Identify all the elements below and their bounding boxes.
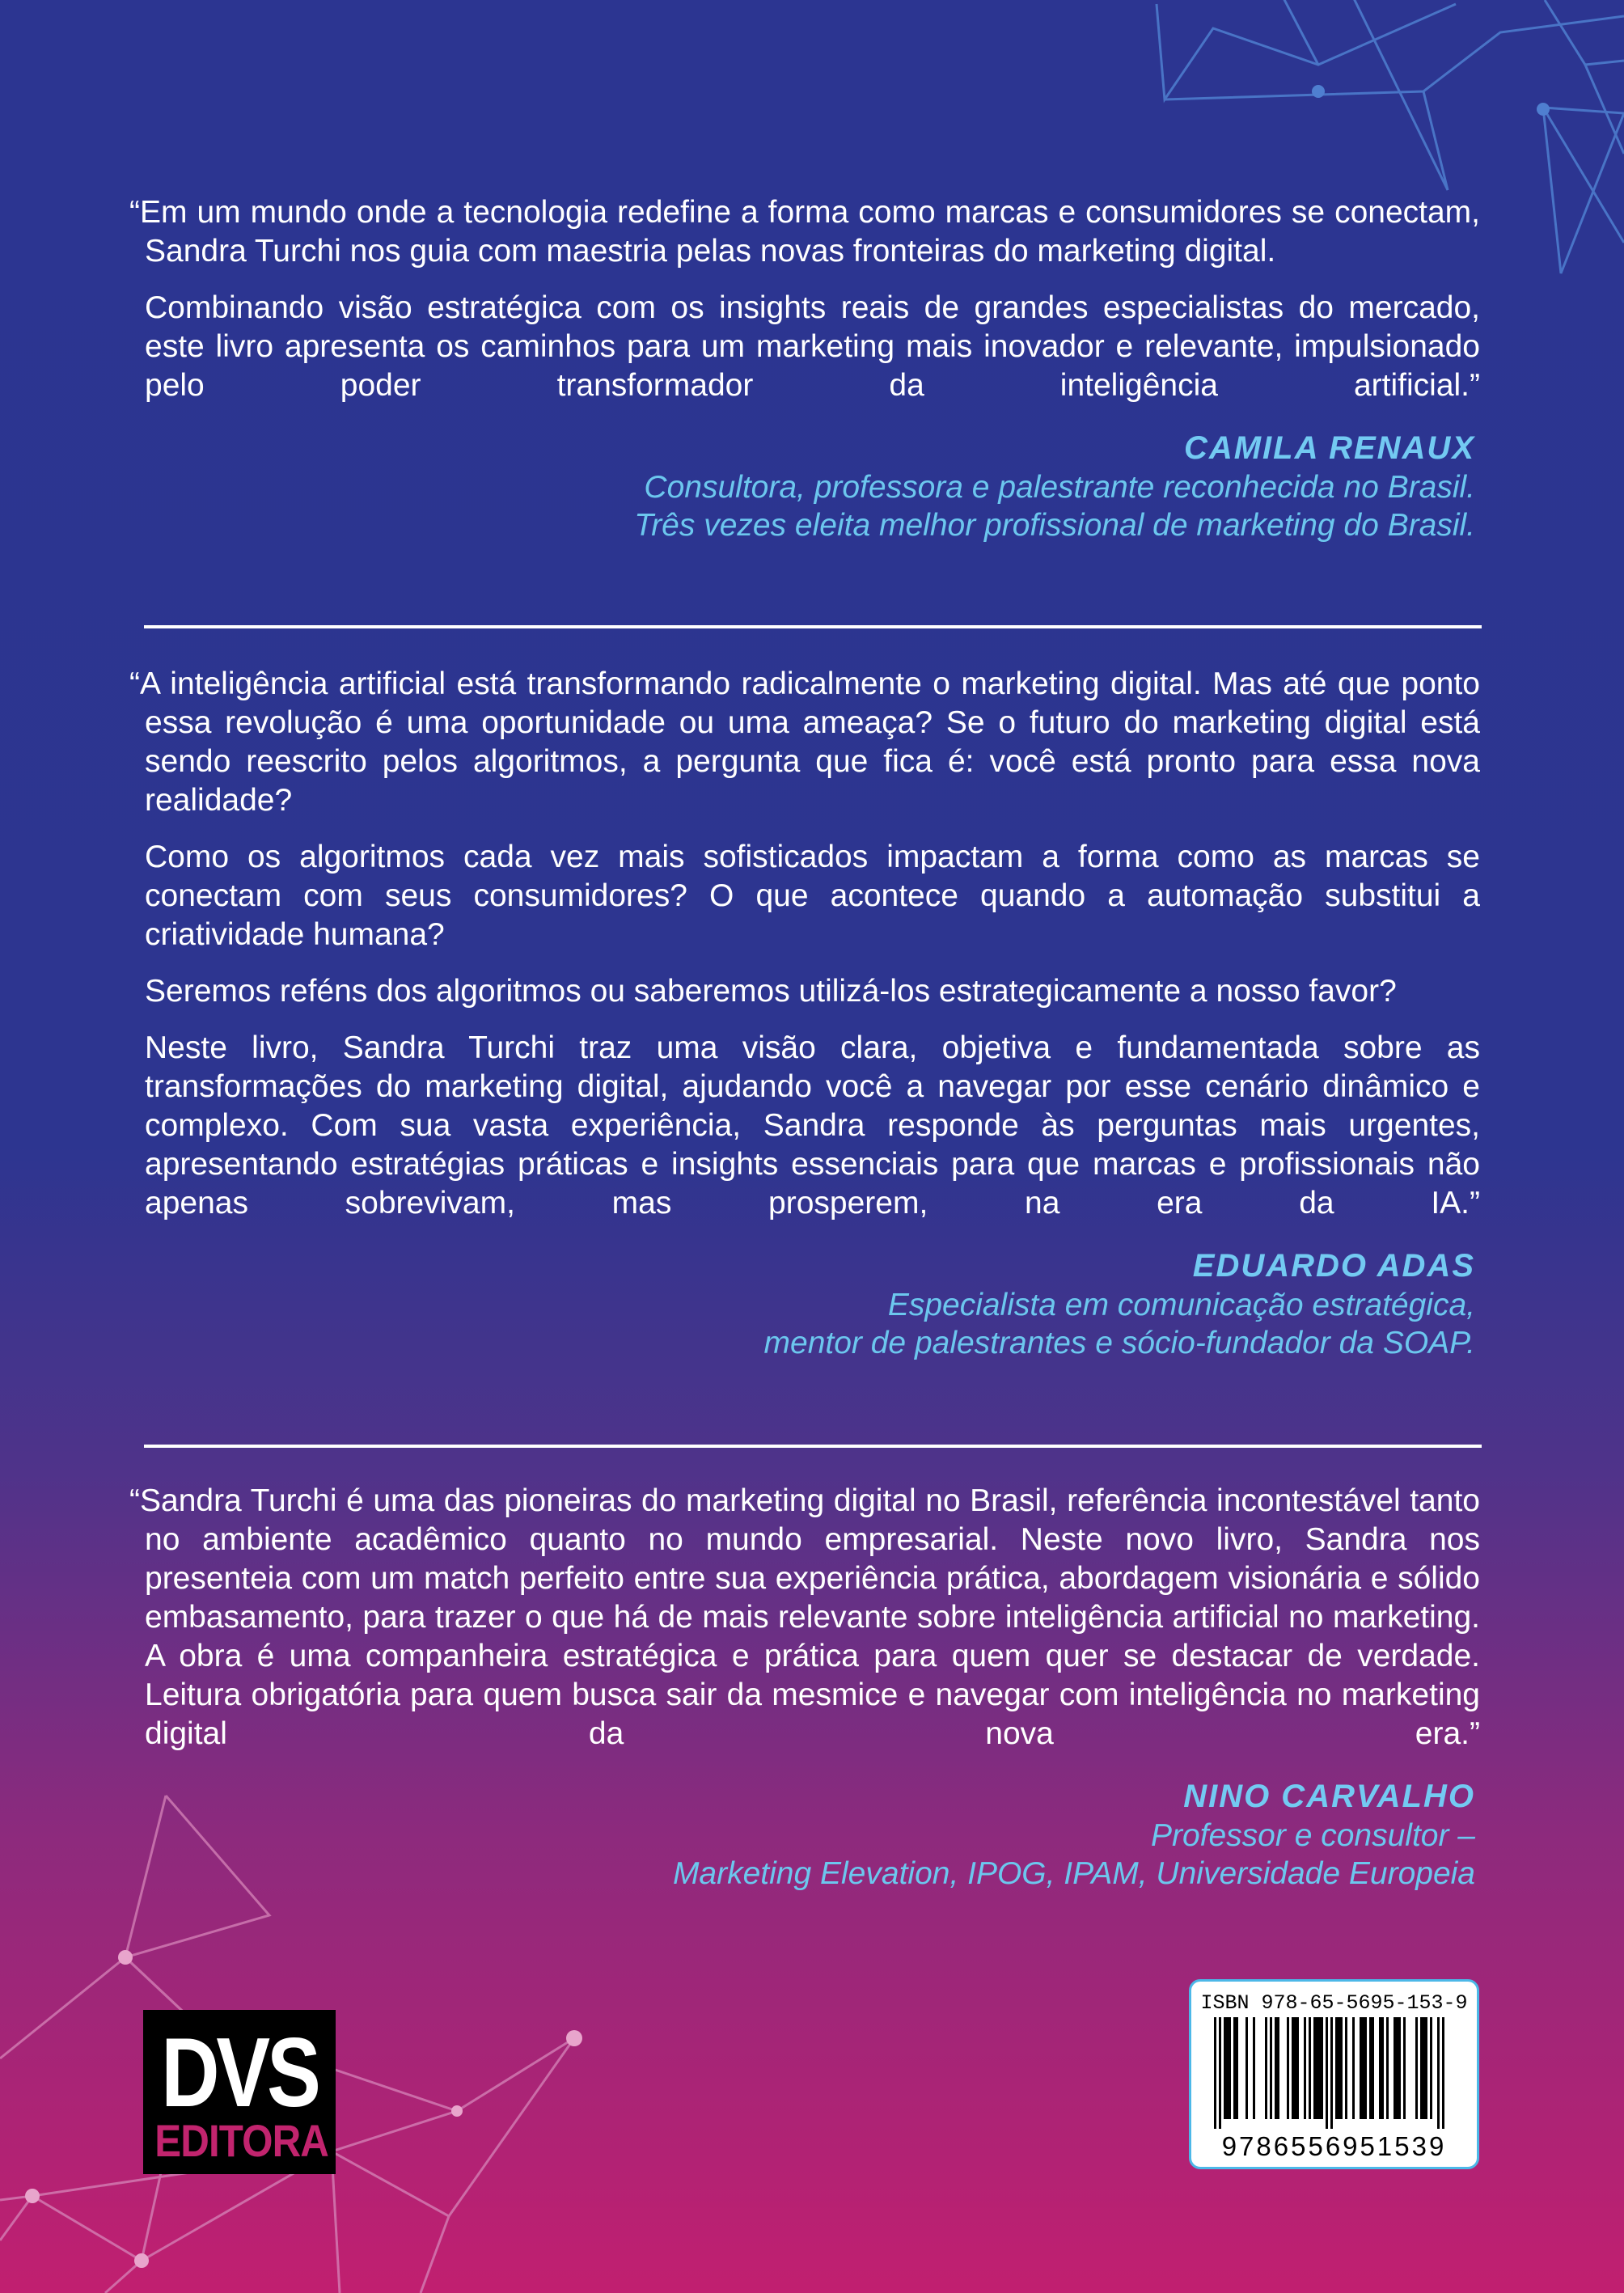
- section-divider: [144, 1445, 1482, 1448]
- barcode-bar: [1270, 2017, 1272, 2119]
- barcode-bar: [1226, 2017, 1229, 2119]
- publisher-logo: [143, 2010, 336, 2174]
- barcode-bar: [1321, 2017, 1323, 2119]
- barcode-bar: [1224, 2017, 1226, 2119]
- barcode-bar: [1219, 2017, 1221, 2129]
- quote-paragraph: Combinando visão estratégica com os insights reais de grandes especialistas do mercado, este livro apresenta os caminhos para um marketing mais inovador e relevante, impulsionado pelo poder transformador da inteligência artificial.”: [145, 290, 1480, 403]
- barcode-bar: [1236, 2017, 1238, 2119]
- section-divider: [144, 625, 1482, 628]
- barcode-bar: [1420, 2017, 1423, 2119]
- barcode-bar: [1364, 2017, 1367, 2119]
- barcode-bar: [1287, 2017, 1289, 2119]
- barcode-bar: [1245, 2017, 1248, 2119]
- barcode-bar: [1233, 2017, 1236, 2119]
- barcode-bar: [1340, 2017, 1343, 2119]
- barcode-bar: [1253, 2017, 1255, 2119]
- barcode-bar: [1442, 2017, 1444, 2129]
- barcode-bar: [1277, 2017, 1279, 2119]
- barcode-bar: [1360, 2017, 1362, 2119]
- barcode-bar: [1229, 2017, 1231, 2119]
- testimonial-nino-carvalho: [129, 1482, 1480, 1893]
- barcode-bar: [1369, 2017, 1372, 2119]
- author-title: mentor de palestrantes e sócio-fundador da SOAP.: [763, 1326, 1475, 1360]
- attribution: [129, 428, 1480, 544]
- barcode-bar: [1316, 2017, 1318, 2119]
- barcode-bar: [1394, 2017, 1396, 2119]
- author-title: Marketing Elevation, IPOG, IPAM, Universidade Europeia: [672, 1856, 1475, 1891]
- logo-subtitle: EDITORA: [154, 2115, 328, 2166]
- barcode-bar: [1292, 2017, 1294, 2119]
- barcode-bar: [1330, 2017, 1333, 2129]
- barcode-bar: [1362, 2017, 1364, 2119]
- barcode-bar: [1423, 2017, 1425, 2119]
- barcode-bar: [1403, 2017, 1406, 2119]
- author-name: NINO CARVALHO: [1183, 1779, 1475, 1814]
- barcode-bar: [1265, 2017, 1267, 2119]
- barcode-bar: [1396, 2017, 1398, 2119]
- author-title: Professor e consultor –: [1150, 1818, 1475, 1853]
- quote-paragraph: “Em um mundo onde a tecnologia redefine a forma como marcas e consumidores se conectam, Sandra Turchi nos guia com maestria pelas novas fronteiras do marketing digital.: [129, 195, 1480, 269]
- barcode-bar: [1415, 2017, 1418, 2119]
- barcode-bar: [1318, 2017, 1321, 2119]
- barcode-bar: [1379, 2017, 1381, 2119]
- author-title: Consultora, professora e palestrante reconhecida no Brasil.: [644, 470, 1475, 505]
- barcode-bar: [1386, 2017, 1389, 2119]
- barcode-bar: [1335, 2017, 1338, 2119]
- barcode-bar: [1326, 2017, 1328, 2129]
- quote-paragraph: Como os algoritmos cada vez mais sofisticados impactam a forma como as marcas se conectam com seus consumidores? O que acontece quando a automação substitui a criatividade humana?: [145, 840, 1480, 952]
- author-title: Especialista em comunicação estratégica,: [887, 1288, 1475, 1322]
- testimonial-eduardo-adas: [129, 665, 1480, 1362]
- author-name: EDUARDO ADAS: [1192, 1248, 1475, 1284]
- barcode-bar: [1345, 2017, 1347, 2119]
- barcode-bar: [1296, 2017, 1299, 2119]
- quote-paragraph: “A inteligência artificial está transformando radicalmente o marketing digital. Mas até que ponto essa revolução é uma oportunidade ou uma ameaça? Se o futuro do marketing digital está sendo reescrito pelos algoritmos, a pergunta que fica é: você está pronto para essa nova realidade?: [129, 666, 1480, 818]
- barcode-bars: [1214, 2017, 1457, 2129]
- isbn-barcode: [1189, 1979, 1479, 2169]
- barcode-bar: [1398, 2017, 1401, 2119]
- barcode-bar: [1313, 2017, 1316, 2119]
- isbn-label: ISBN 978-65-5695-153-9: [1200, 1991, 1468, 2015]
- author-name: CAMILA RENAUX: [1183, 430, 1475, 466]
- barcode-bar: [1309, 2017, 1311, 2119]
- attribution: [129, 1776, 1480, 1893]
- author-title: Três vezes eleita melhor profissional de marketing do Brasil.: [634, 508, 1475, 543]
- barcode-bar: [1352, 2017, 1355, 2119]
- barcode-bar: [1338, 2017, 1340, 2119]
- testimonial-camila-renaux: [129, 193, 1480, 544]
- barcode-bar: [1214, 2017, 1216, 2129]
- quote-paragraph: “Sandra Turchi é uma das pioneiras do marketing digital no Brasil, referência incontestável tanto no ambiente acadêmico quanto no mundo empresarial. Neste novo livro, Sandra nos presenteia com um match perfeito entre sua experiência prática, abordagem visionária e sólido embasamento, para trazer o que há de mais relevante sobre inteligência artificial no marketing. A obra é uma companheira estratégica e prática para quem quer se destacar de verdade. Leitura obrigatória para quem busca sair da mesmice e navegar com inteligência no marketing digital da nova era.”: [129, 1483, 1480, 1751]
- isbn-digits: 9786556951539: [1221, 2131, 1447, 2161]
- barcode-bar: [1430, 2017, 1432, 2119]
- quote-paragraph: Seremos reféns dos algoritmos ou saberemos utilizá-los estrategicamente a nosso favor?: [145, 974, 1397, 1009]
- barcode-bar: [1304, 2017, 1306, 2119]
- attribution: [129, 1246, 1480, 1362]
- barcode-bar: [1294, 2017, 1296, 2119]
- barcode-bar: [1381, 2017, 1384, 2119]
- barcode-bar: [1372, 2017, 1374, 2119]
- quote-paragraph: Neste livro, Sandra Turchi traz uma visão clara, objetiva e fundamentada sobre as transformações do marketing digital, ajudando você a navegar por esse cenário dinâmico e complexo. Com sua vasta experiência, Sandra responde às perguntas mais urgentes, apresentando estratégias práticas e insights essenciais para que marcas e profissionais não apenas sobrevivam, mas prosperem, na era da IA.”: [145, 1030, 1480, 1221]
- barcode-bar: [1425, 2017, 1427, 2119]
- barcode-bar: [1275, 2017, 1277, 2119]
- logo-wordmark: DVS: [161, 2017, 318, 2127]
- barcode-bar: [1437, 2017, 1440, 2129]
